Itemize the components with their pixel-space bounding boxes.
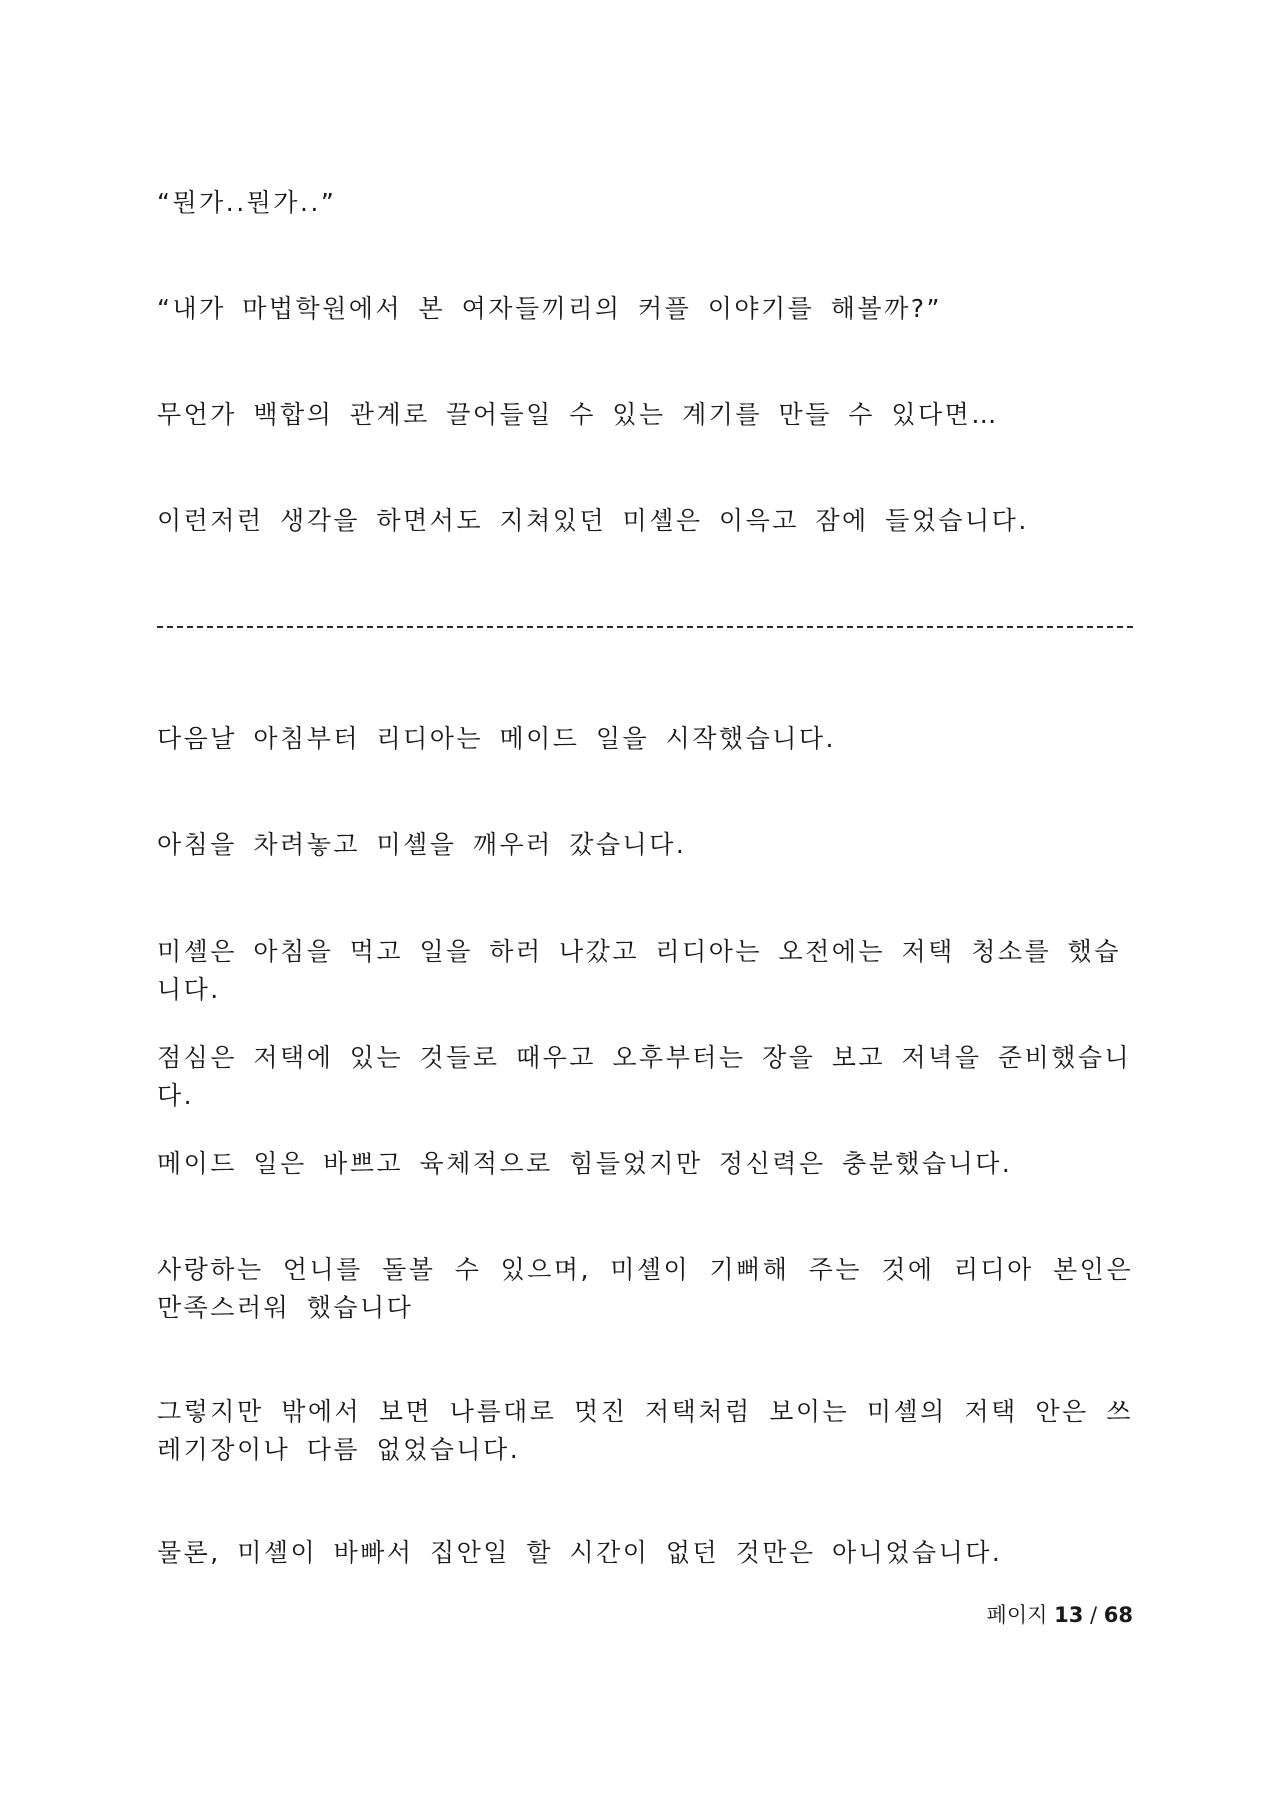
section-divider bbox=[157, 626, 1133, 628]
paragraph: 물론, 미셸이 바빠서 집안일 할 시간이 없던 것만은 아니었습니다. bbox=[157, 1538, 1003, 1567]
paragraph: 무언가 백합의 관계로 끌어들일 수 있는 계기를 만들 수 있다면… bbox=[157, 400, 999, 429]
total-pages: 68 bbox=[1103, 1603, 1133, 1627]
page-separator: / bbox=[1090, 1603, 1098, 1627]
paragraph: 메이드 일은 바쁘고 육체적으로 힘들었지만 정신력은 충분했습니다. bbox=[157, 1149, 1013, 1178]
page-label: 페이지 bbox=[986, 1603, 1048, 1627]
paragraph: 아침을 차려놓고 미셸을 깨우러 갔습니다. bbox=[157, 830, 687, 859]
current-page: 13 bbox=[1054, 1603, 1084, 1627]
paragraph: 이런저런 생각을 하면서도 지쳐있던 미셸은 이윽고 잠에 들었습니다. bbox=[157, 506, 1029, 535]
paragraph: 미셸은 아침을 먹고 일을 하러 나갔고 리디아는 오전에는 저택 청소를 했습니다. bbox=[157, 937, 1121, 1004]
paragraph: 그렇지만 밖에서 보면 나름대로 멋진 저택처럼 보이는 미셸의 저택 안은 쓰레기장이나 다름 없었습니다. bbox=[157, 1397, 1133, 1464]
paragraph: “내가 마법학원에서 본 여자들끼리의 커플 이야기를 해볼까?” bbox=[157, 294, 942, 323]
paragraph: “뭔가..뭔가..” bbox=[157, 188, 337, 217]
paragraph: 다음날 아침부터 리디아는 메이드 일을 시작했습니다. bbox=[157, 724, 836, 753]
paragraph: 점심은 저택에 있는 것들로 때우고 오후부터는 장을 보고 저녁을 준비했습니다. bbox=[157, 1043, 1132, 1110]
paragraph: 사랑하는 언니를 돌볼 수 있으며, 미셸이 기뻐해 주는 것에 리디아 본인은 만족스러워 했습니다 bbox=[157, 1255, 1133, 1322]
page-number bbox=[987, 1601, 1133, 1629]
